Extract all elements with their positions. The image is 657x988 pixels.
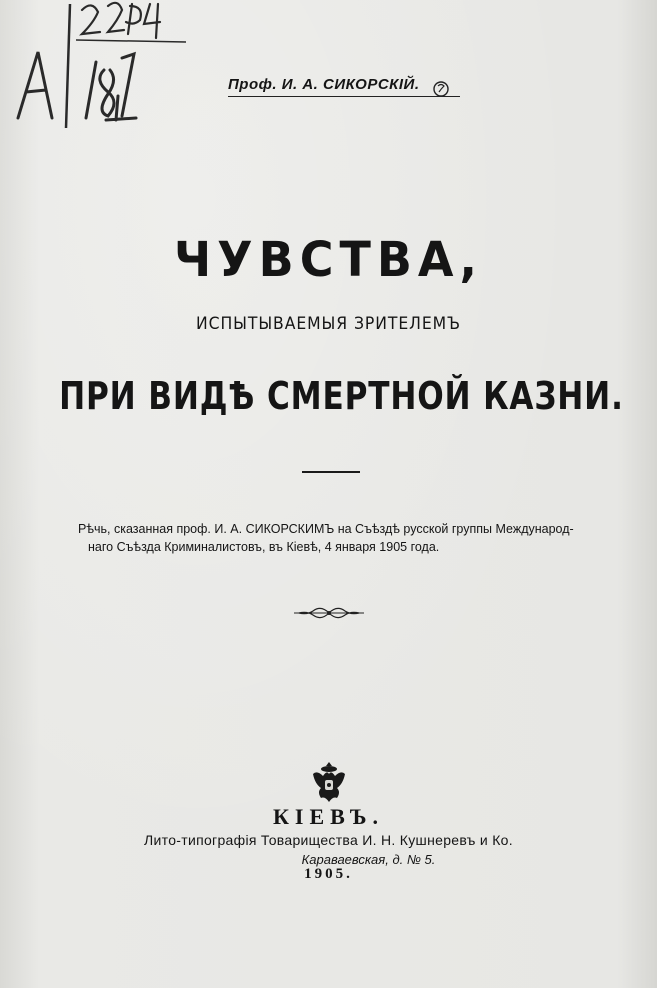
ornament-icon (292, 603, 366, 623)
title-continuation: ПРИ ВИДѢ СМЕРТНОЙ КАЗНИ. (59, 374, 624, 418)
imperial-eagle-icon (309, 760, 349, 804)
imprint-printer: Лито-типографiя Товарищества И. Н. Кушнеревъ и Ко. (144, 832, 513, 848)
imprint-year: 1905. (304, 866, 353, 882)
page-title: ЧУВСТВА, (174, 230, 483, 288)
speech-line-1: Рѣчь, сказанная проф. И. А. СИКОРСКИМЪ на Съѣздѣ русской группы Международ- (78, 522, 574, 536)
imprint-city: КIЕВЪ. (272, 804, 385, 829)
speech-note (78, 520, 598, 556)
subtitle: ИСПЫТЫВАЕМЫЯ ЗРИТЕЛЕМЪ (196, 314, 461, 334)
imprint-address: Караваевская, д. № 5. (301, 852, 436, 867)
library-stamp-mark (430, 78, 452, 100)
divider-rule (302, 471, 360, 473)
speech-line-2: наго Съѣзда Криминалистовъ, въ Кiевѣ, 4 января 1905 года. (88, 540, 440, 554)
handwritten-catalog-marks (0, 0, 200, 130)
author-line: Проф. И. А. СИКОРСКIЙ. (228, 76, 460, 97)
